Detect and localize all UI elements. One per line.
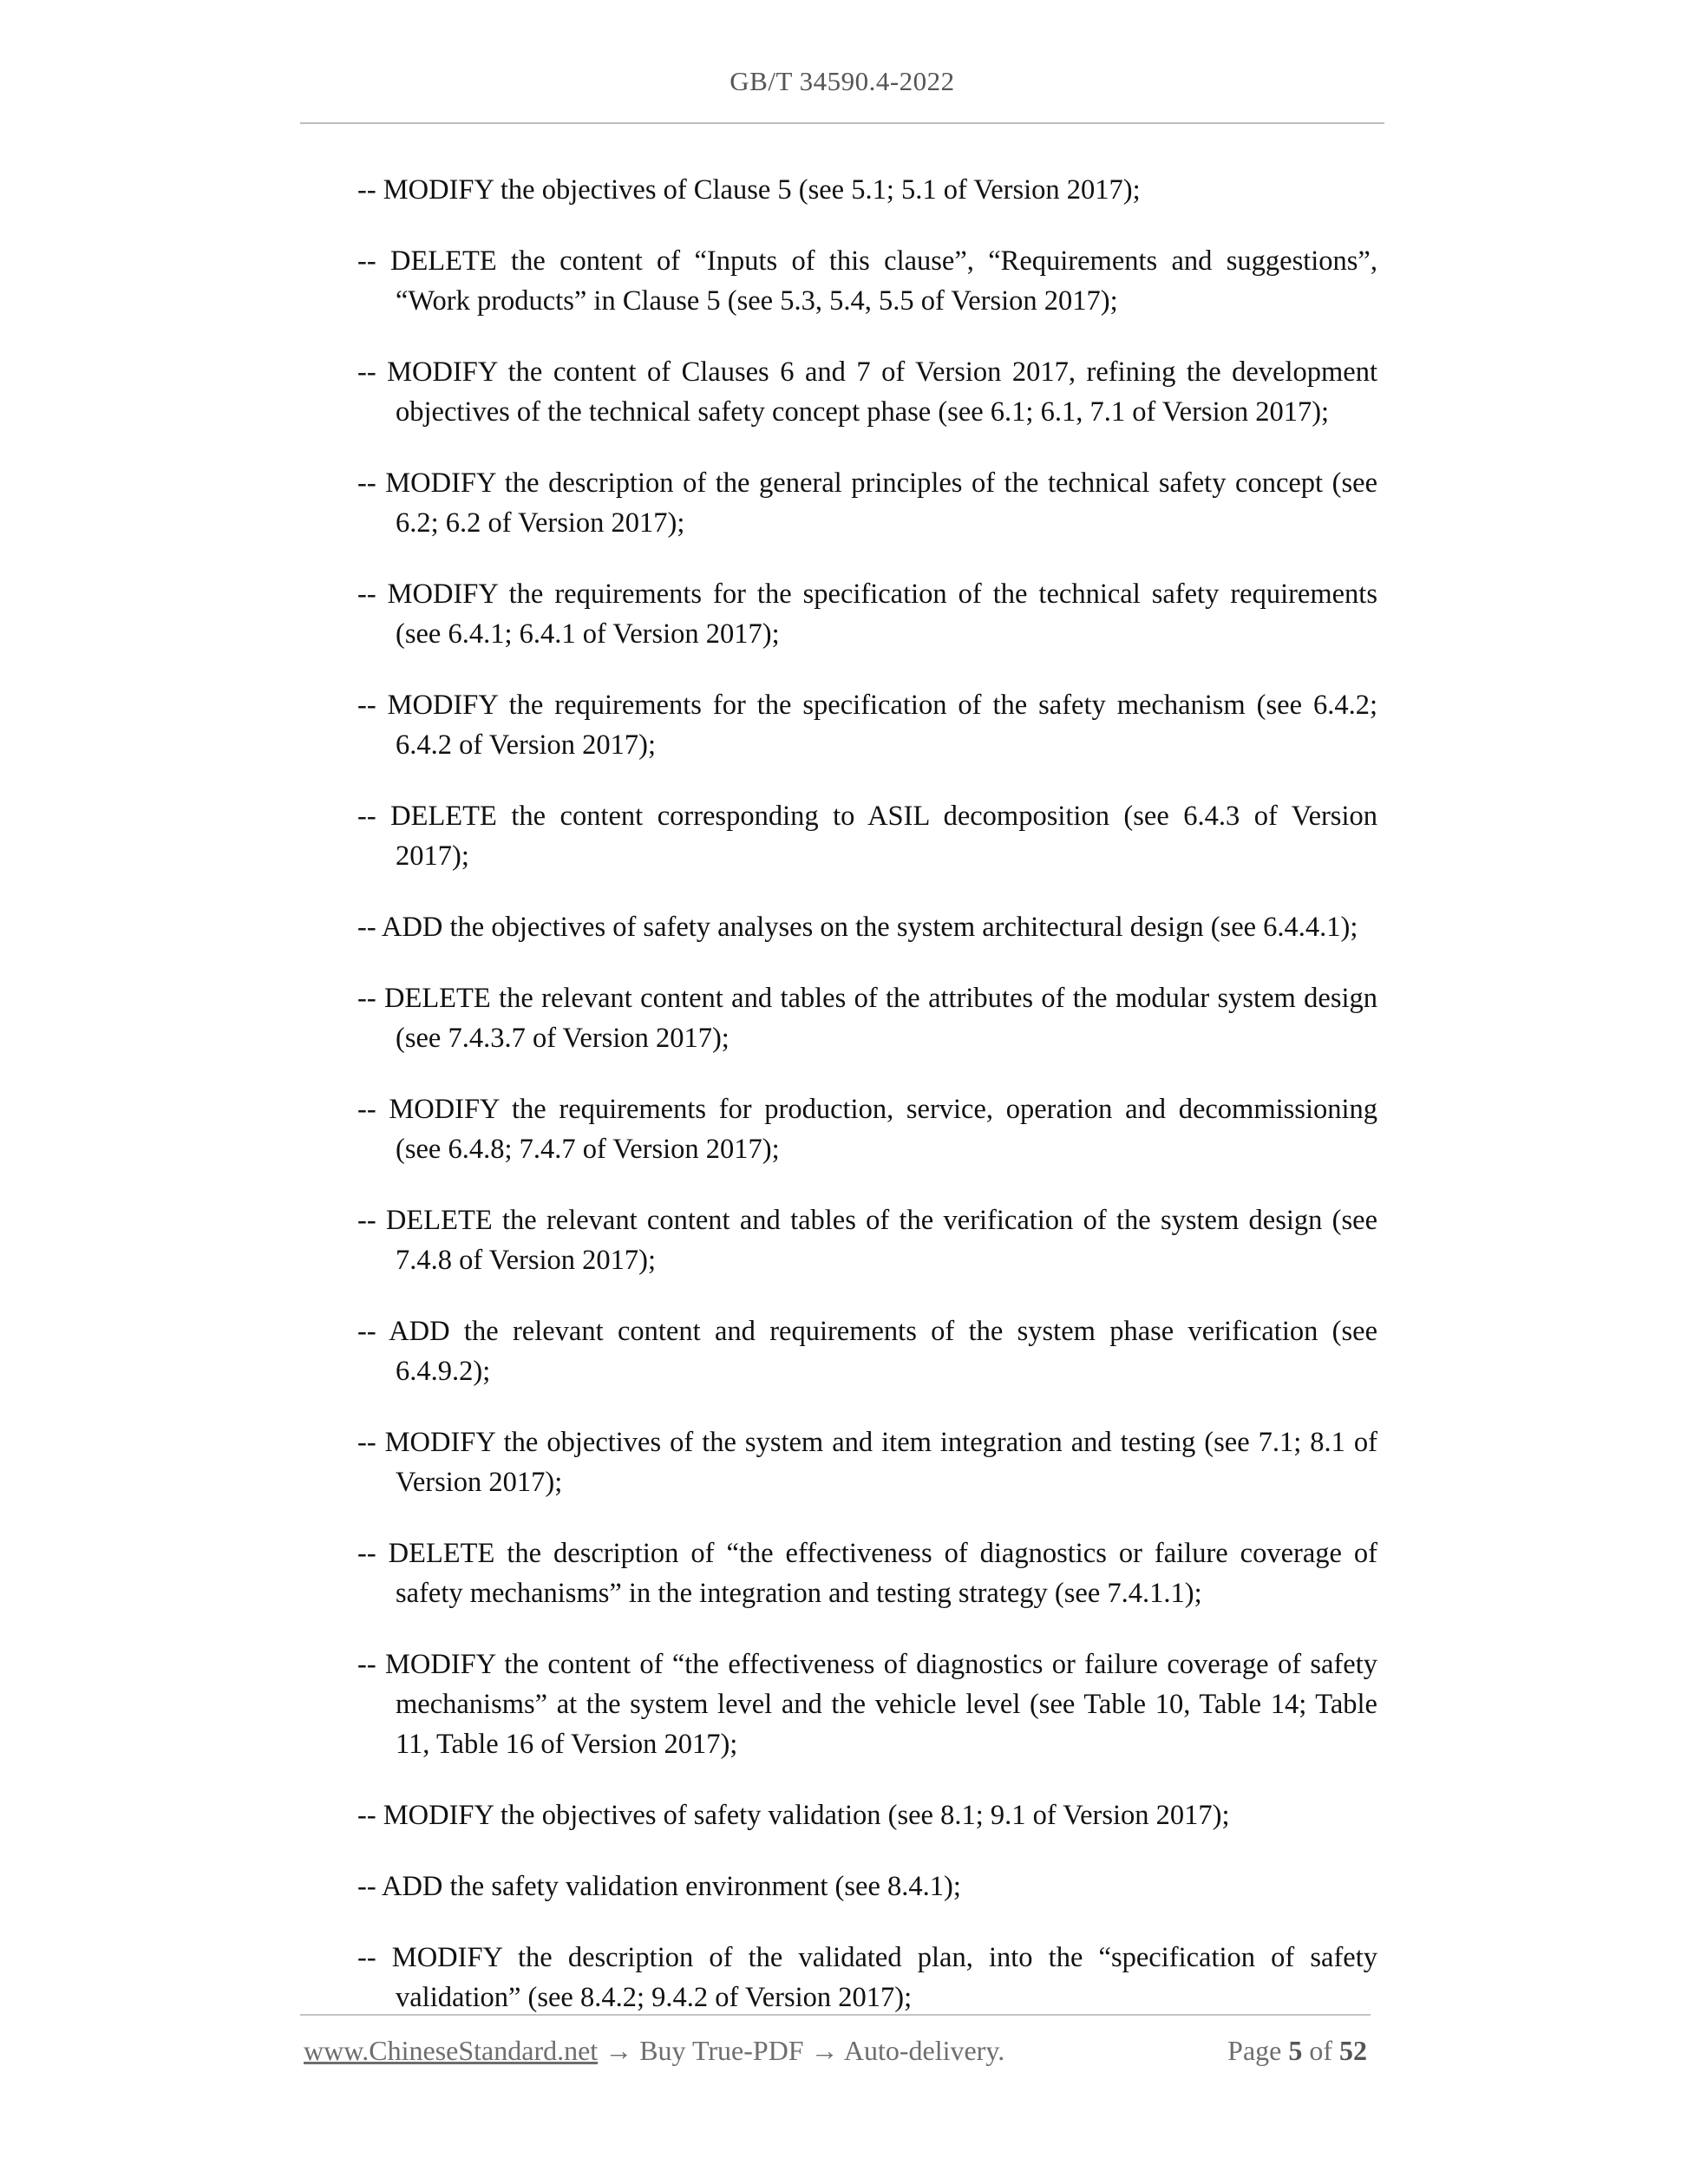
list-item: -- MODIFY the requirements for production, service, operation and decommissioning (see 6.4.8; 7.4.7 of Version 2017); bbox=[357, 1094, 1377, 1165]
list-item: -- DELETE the relevant content and tables of the attributes of the modular system design (see 7.4.3.7 of Version 2017); bbox=[357, 983, 1377, 1054]
change-list bbox=[357, 170, 1377, 2049]
arrow-right-icon: → bbox=[810, 2035, 839, 2066]
list-item: -- ADD the safety validation environment (see 8.4.1); bbox=[357, 1871, 961, 1902]
list-item: -- ADD the relevant content and requirements of the system phase verification (see 6.4.9.2); bbox=[357, 1316, 1377, 1387]
list-item: -- DELETE the description of “the effectiveness of diagnostics or failure coverage of safety mechanisms” in the integration and testing strategy (see 7.4.1.1); bbox=[357, 1538, 1377, 1609]
auto-delivery-text: Auto-delivery. bbox=[843, 2035, 1005, 2066]
footer-divider bbox=[300, 2014, 1371, 2016]
list-item: -- MODIFY the objectives of safety validation (see 8.1; 9.1 of Version 2017); bbox=[357, 1800, 1230, 1831]
list-item: -- MODIFY the content of “the effectiveness of diagnostics or failure coverage of safety mechanisms” at the system level and the vehicle level (see Table 10, Table 14; Table 11, Table 16 of Version 2017); bbox=[357, 1649, 1377, 1760]
list-item: -- DELETE the content corresponding to ASIL decomposition (see 6.4.3 of Version 2017); bbox=[357, 801, 1377, 872]
header-divider bbox=[300, 122, 1384, 124]
document-header: GB/T 34590.4-2022 bbox=[730, 66, 955, 96]
page-label: Page bbox=[1227, 2035, 1282, 2066]
site-link[interactable]: www.ChineseStandard.net bbox=[304, 2035, 599, 2066]
list-item: -- MODIFY the description of the validated plan, into the “specification of safety validation” (see 8.4.2; 9.4.2 of Version 2017); bbox=[357, 1942, 1377, 2013]
total-pages: 52 bbox=[1339, 2035, 1367, 2066]
arrow-right-icon: → bbox=[605, 2035, 633, 2066]
footer-links bbox=[304, 2035, 1004, 2067]
list-item: -- MODIFY the objectives of Clause 5 (see 5.1; 5.1 of Version 2017); bbox=[357, 174, 1141, 206]
of-label: of bbox=[1309, 2035, 1332, 2066]
page-indicator bbox=[1227, 2035, 1367, 2067]
list-item: -- MODIFY the requirements for the specification of the technical safety requirements (see 6.4.1; 6.4.1 of Version 2017); bbox=[357, 579, 1377, 650]
list-item: -- ADD the objectives of safety analyses on the system architectural design (see 6.4.4.1); bbox=[357, 912, 1358, 943]
list-item: -- MODIFY the objectives of the system and item integration and testing (see 7.1; 8.1 of Version 2017); bbox=[357, 1427, 1377, 1498]
page-footer bbox=[304, 2035, 1367, 2073]
page-number: 5 bbox=[1288, 2035, 1303, 2066]
list-item: -- MODIFY the content of Clauses 6 and 7 of Version 2017, refining the development objectives of the technical safety concept phase (see 6.1; 6.1, 7.1 of Version 2017); bbox=[357, 356, 1377, 428]
list-item: -- DELETE the relevant content and tables of the verification of the system design (see 7.4.8 of Version 2017); bbox=[357, 1205, 1377, 1276]
list-item: -- MODIFY the requirements for the specification of the safety mechanism (see 6.4.2; 6.4.2 of Version 2017); bbox=[357, 690, 1377, 761]
list-item: -- MODIFY the description of the general principles of the technical safety concept (see 6.2; 6.2 of Version 2017); bbox=[357, 468, 1377, 539]
buy-pdf-text: Buy True-PDF bbox=[639, 2035, 804, 2066]
list-item: -- DELETE the content of “Inputs of this clause”, “Requirements and suggestions”, “Work products” in Clause 5 (see 5.3, 5.4, 5.5 of Version 2017); bbox=[357, 245, 1377, 317]
